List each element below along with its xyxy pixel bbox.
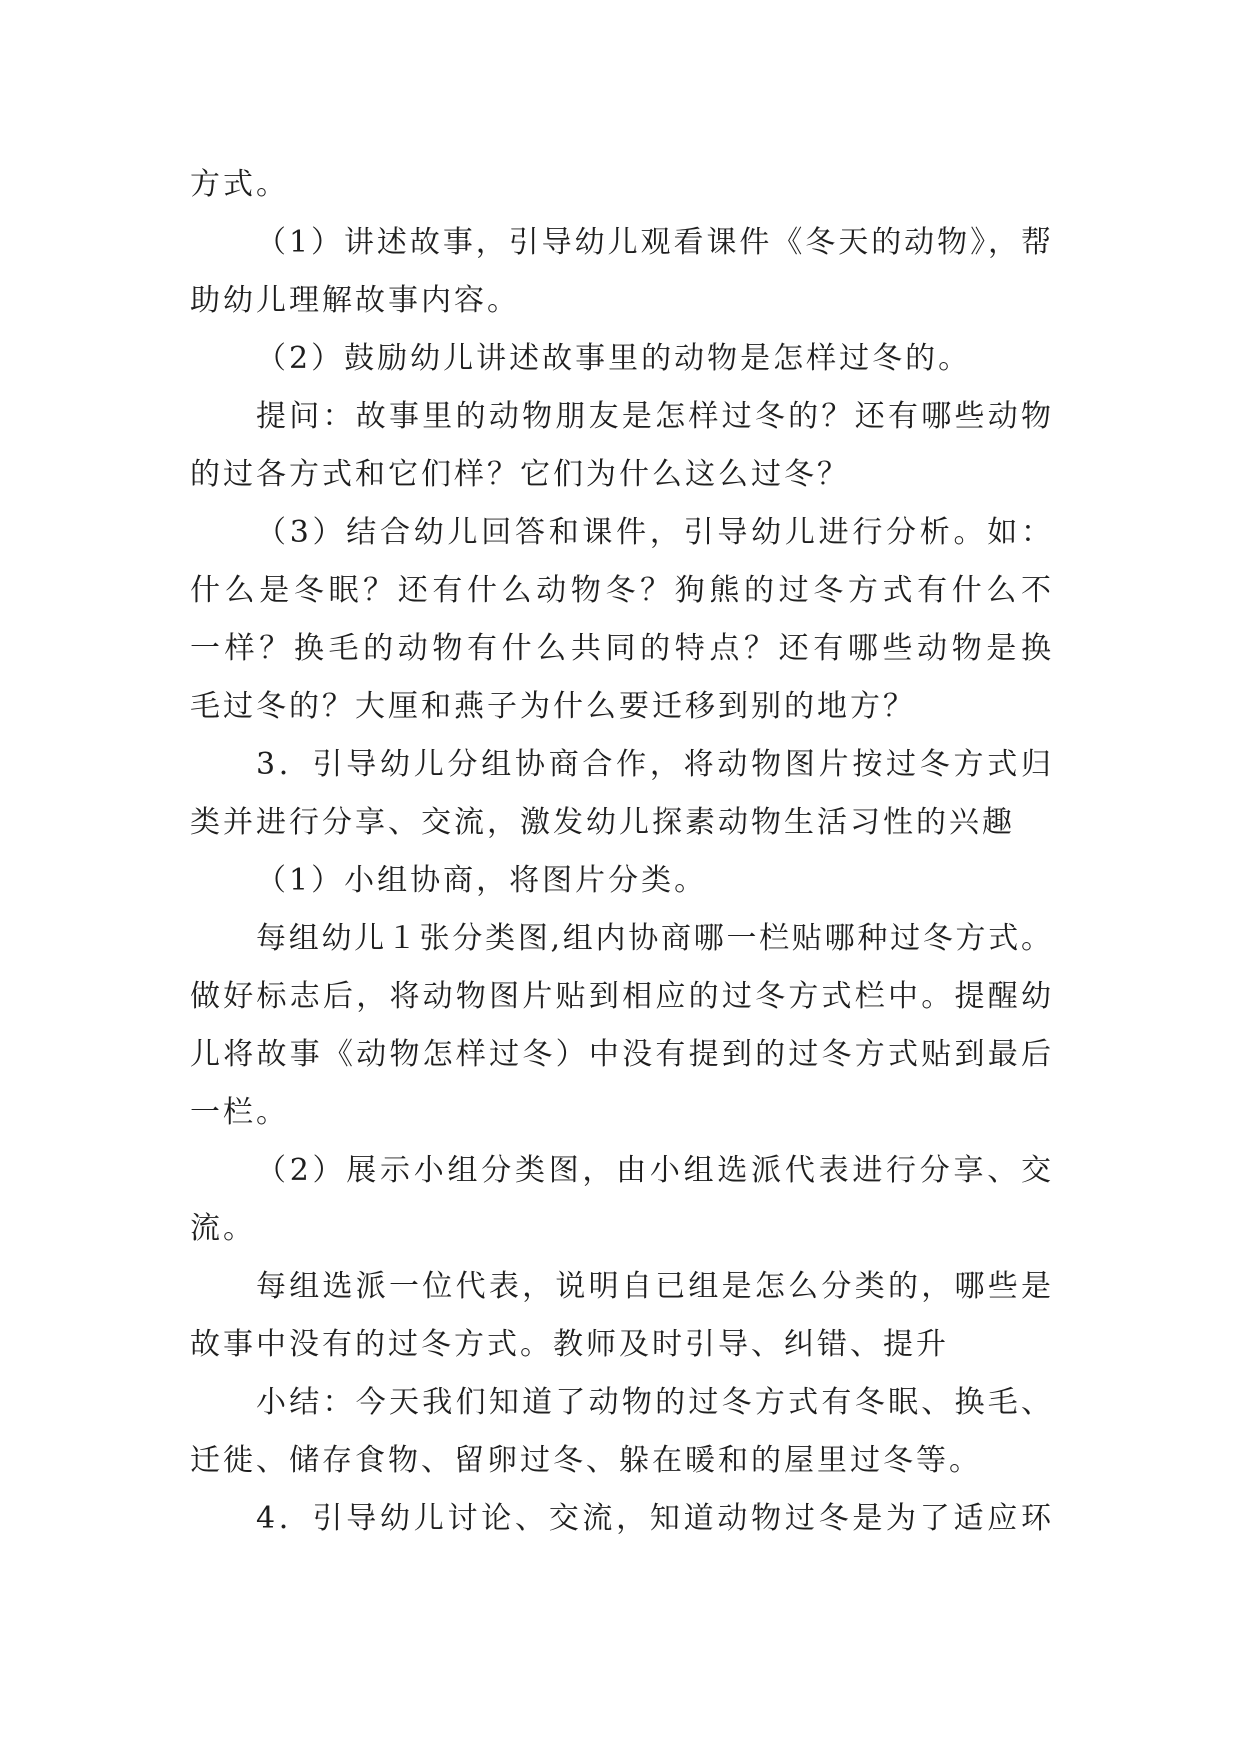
text-line: 每组幼儿１张分类图,组内协商哪一栏贴哪种过冬方式。 xyxy=(256,921,1051,956)
text-line: 迁徙、储存食物、留卵过冬、躲在暖和的屋里过冬等。 xyxy=(190,1443,982,1478)
text-line: 做好标志后，将动物图片贴到相应的过冬方式栏中。提醒幼 xyxy=(190,979,1051,1014)
text-line: 一样？换毛的动物有什么共同的特点？还有哪些动物是换 xyxy=(190,631,1051,666)
text-line: 方式。 xyxy=(190,167,289,202)
text-line: 类并进行分享、交流，激发幼儿探素动物生活习性的兴趣 xyxy=(190,805,1015,840)
text-line: 3．引导幼儿分组协商合作，将动物图片按过冬方式归 xyxy=(256,747,1051,782)
text-line: 故事中没有的过冬方式。教师及时引导、纠错、提升 xyxy=(190,1327,949,1362)
text-line: 流。 xyxy=(190,1211,256,1246)
text-line: （2）展示小组分类图，由小组选派代表进行分享、交 xyxy=(256,1153,1051,1188)
text-line: 儿将故事《动物怎样过冬）中没有提到的过冬方式贴到最后 xyxy=(190,1037,1051,1072)
text-line: 一栏。 xyxy=(190,1095,289,1130)
text-line: 4．引导幼儿讨论、交流，知道动物过冬是为了适应环 xyxy=(256,1501,1051,1536)
text-line: 小结：今天我们知道了动物的过冬方式有冬眠、换毛、 xyxy=(256,1385,1051,1420)
text-line: 提问：故事里的动物朋友是怎样过冬的？还有哪些动物 xyxy=(256,399,1051,434)
text-line: 每组选派一位代表，说明自已组是怎么分类的，哪些是 xyxy=(256,1269,1051,1304)
text-line: 的过各方式和它们样？它们为什么这么过冬？ xyxy=(190,457,850,492)
text-line: （1）小组协商，将图片分类。 xyxy=(256,863,708,898)
text-line: （3）结合幼儿回答和课件，引导幼儿进行分析。如： xyxy=(256,515,1051,550)
text-line: （1）讲述故事，引导幼儿观看课件《冬天的动物》，帮 xyxy=(256,225,1051,260)
text-line: （2）鼓励幼儿讲述故事里的动物是怎样过冬的。 xyxy=(256,341,972,376)
text-line: 什么是冬眠？还有什么动物冬？狗熊的过冬方式有什么不 xyxy=(190,573,1051,608)
text-line: 助幼儿理解故事内容。 xyxy=(190,283,520,318)
body-text xyxy=(190,156,1051,1548)
text-line: 毛过冬的？大厘和燕子为什么要迁移到别的地方？ xyxy=(190,689,916,724)
